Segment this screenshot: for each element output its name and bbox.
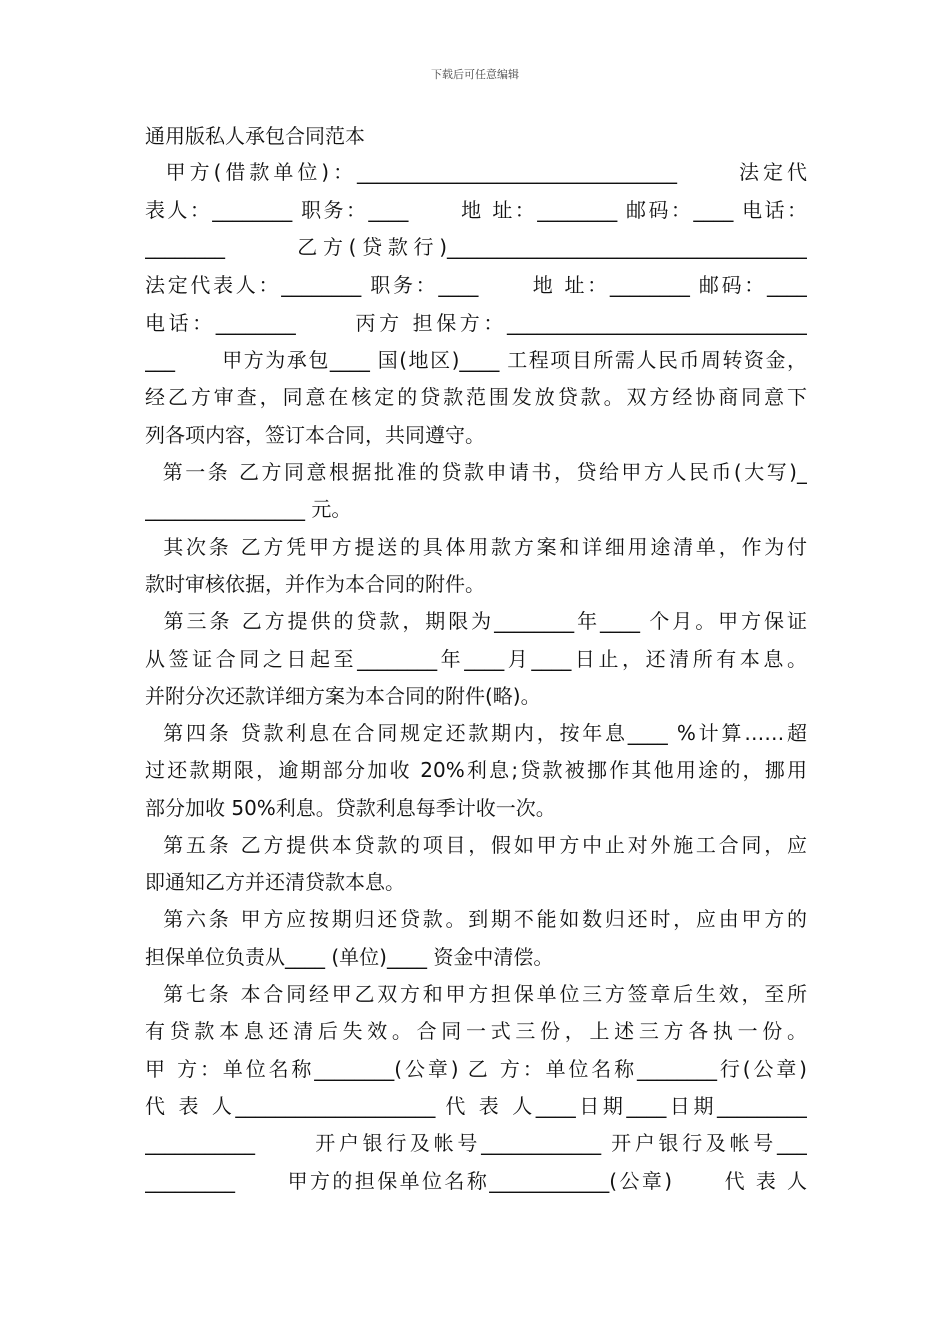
text-line: 部分加收 50%利息。贷款利息每季计收一次。 <box>145 796 556 820</box>
text-line: 甲方(借款单位)：________________________________ 法定代 <box>145 160 807 184</box>
text-line: 其次条 乙方凭甲方提送的具体用款方案和详细用途清单，作为付 <box>145 535 807 559</box>
text-line: ___ 甲方为承包____ 国(地区)____ 工程项目所需人民币周转资金， <box>145 348 807 372</box>
text-line: 电话：________ 丙方 担保方：______________________________ <box>145 311 807 335</box>
text-line: 有贷款本息还清后失效。合同一式三份，上述三方各执一份。 <box>145 1019 807 1043</box>
text-line: 第六条 甲方应按期归还贷款。到期不能如数归还时，应由甲方的 <box>145 907 807 931</box>
text-line: 第七条 本合同经甲乙双方和甲方担保单位三方签章后生效，至所 <box>145 982 807 1006</box>
text-line: 款时审核依据，并作为本合同的附件。 <box>145 572 485 596</box>
text-line: 即通知乙方并还清贷款本息。 <box>145 870 405 894</box>
text-line: 第一条 乙方同意根据批准的贷款申请书，贷给甲方人民币(大写)_ <box>145 460 807 484</box>
text-line: 法定代表人：________ 职务：____ 地 址：________ 邮码：____ <box>145 273 807 297</box>
text-line: 并附分次还款详细方案为本合同的附件(略)。 <box>145 684 541 708</box>
text-line: 第三条 乙方提供的贷款，期限为________年____ 个月。甲方保证 <box>145 609 807 633</box>
text-line: 经乙方审查，同意在核定的贷款范围发放贷款。双方经协商同意下 <box>145 385 807 409</box>
text-line: _________ 甲方的担保单位名称____________(公章) 代 表 人 <box>145 1169 807 1193</box>
text-line: 列各项内容，签订本合同，共同遵守。 <box>145 423 485 447</box>
text-line: 担保单位负责从____ (单位)____ 资金中清偿。 <box>145 945 554 969</box>
text-line: ___________ 开户银行及帐号____________ 开户银行及帐号___ <box>145 1131 807 1155</box>
text-line: 从签证合同之日起至________年____月____日止，还清所有本息。 <box>145 647 807 671</box>
text-line: ________________ 元。 <box>145 497 352 521</box>
text-line: 代 表 人____________________ 代 表 人____日期____日期_________ <box>145 1094 807 1118</box>
text-line: 第五条 乙方提供本贷款的项目，假如甲方中止对外施工合同，应 <box>145 833 807 857</box>
text-line: ________ 乙方(贷款行)____________________________________ <box>145 235 807 259</box>
text-line: 第四条 贷款利息在合同规定还款期内，按年息____ %计算……超 <box>145 721 807 745</box>
text-line: 甲 方：单位名称________(公章) 乙 方：单位名称________行(公章) <box>145 1057 807 1081</box>
text-line: 过还款期限，逾期部分加收 20%利息;贷款被挪作其他用途的，挪用 <box>145 758 807 782</box>
text-line: 表人：________ 职务：____ 地 址：________ 邮码：____ 电话： <box>145 198 807 222</box>
page-header-note: 下载后可任意编辑 <box>431 68 519 81</box>
document-title: 通用版私人承包合同范本 <box>145 124 365 148</box>
